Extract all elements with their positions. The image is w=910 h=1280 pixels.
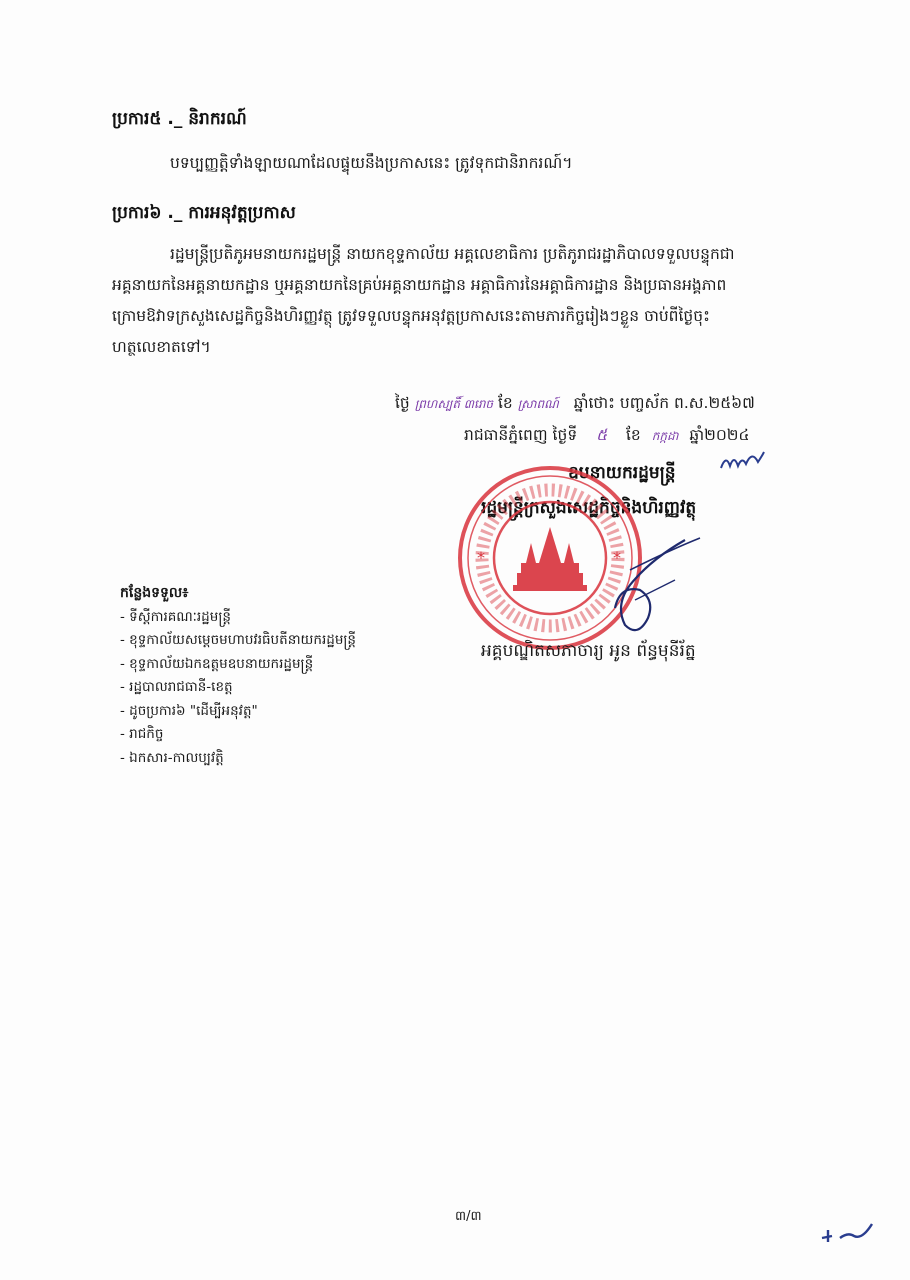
svg-text:*: * <box>477 548 485 567</box>
recipient-item: - ឯកសារ-កាលប្បវត្តិ <box>120 749 224 766</box>
handwritten-signature <box>560 530 710 640</box>
lunar-day-handwritten: ព្រហស្បតិ៍ ៣រោច <box>414 397 494 411</box>
article6-body-line: ហត្ថលេខាតទៅ។ <box>112 338 211 356</box>
svg-text:*: * <box>613 548 621 567</box>
day-handwritten: ៥ <box>596 426 608 444</box>
article6-body <box>112 239 802 363</box>
article5-body <box>112 148 802 179</box>
recipient-item: - ដូចប្រការ៦ "ដើម្បីអនុវត្ត" <box>120 702 258 719</box>
year: ឆ្នាំ២០២៤ <box>689 426 750 444</box>
article5-heading: ប្រការ៥ ._ និរាករណ៍ <box>112 109 247 129</box>
recipient-item: - រាជកិច្ច <box>120 726 164 742</box>
lunar-prefix: ថ្ងៃ <box>395 394 410 412</box>
initial-mark <box>718 448 766 476</box>
article6-body-line: រដ្ឋមន្ត្រីប្រតិភូអមនាយករដ្ឋមន្ត្រី នាយកខុទ្ទកាល័យ អគ្គលេខាធិការ ប្រតិភូរាជរដ្ឋាភិបាលទទួលបន្ទុកជា <box>170 245 735 263</box>
lunar-month-label: ខែ <box>498 394 513 412</box>
signer-name: អគ្គបណ្ឌិតសភាចារ្យ អូន ព័ន្ធមុនីរ័ត្ន <box>481 641 696 661</box>
lunar-year: ឆ្នាំថោះ បញ្ចស័ក ព.ស.២៥៦៧ <box>573 394 755 412</box>
month-label: ខែ <box>626 426 641 444</box>
signer-title-minister: រដ្ឋមន្ត្រីក្រសួងសេដ្ឋកិច្ចនិងហិរញ្ញវត្ថុ <box>481 498 697 518</box>
article6-body-line: អគ្គនាយកនៃអគ្គនាយកដ្ឋាន ឬអគ្គនាយកនៃគ្រប់អគ្គនាយកដ្ឋាន អគ្គាធិការនៃអគ្គាធិការដ្ឋាន និងប្រធានអង្គភាព <box>112 276 727 294</box>
recipients-list <box>120 582 356 770</box>
place-prefix: រាជធានីភ្នំពេញ ថ្ងៃទី <box>464 426 578 444</box>
recipients-title: កន្លែងទទួល៖ <box>120 585 189 601</box>
recipient-item: - រដ្ឋបាលរាជធានី-ខេត្ត <box>120 679 233 695</box>
corner-initial-mark <box>818 1218 878 1248</box>
month-handwritten: កក្កដា <box>651 429 679 443</box>
recipient-item: - ទីស្តីការគណៈរដ្ឋមន្ត្រី <box>120 608 231 625</box>
recipient-item: - ខុទ្ទកាល័យឯកឧត្តមឧបនាយករដ្ឋមន្ត្រី <box>120 655 314 672</box>
article6-heading: ប្រការ៦ ._ ការអនុវត្តប្រកាស <box>112 203 296 223</box>
lunar-date-line <box>395 393 755 416</box>
lunar-month-handwritten: ស្រាពណ៍ <box>517 397 559 411</box>
recipient-item: - ខុទ្ទកាល័យសម្តេចមហាបវរធិបតីនាយករដ្ឋមន្ត្រី <box>120 632 356 648</box>
article5-body-line: បទប្បញ្ញត្តិទាំងឡាយណាដែលផ្ទុយនឹងប្រកាសនេះ ត្រូវទុកជានិរាករណ៍។ <box>170 154 573 172</box>
gregorian-date-line <box>464 425 750 448</box>
article6-body-line: ក្រោមឱវាទក្រសួងសេដ្ឋកិច្ចនិងហិរញ្ញវត្ថុ ត្រូវទទួលបន្ទុកអនុវត្តប្រកាសនេះតាមភារកិច្ចរៀងៗខ្លួន ចាប់ពីថ្ងៃចុះ <box>112 307 710 325</box>
page-number: ៣/៣ <box>455 1209 482 1224</box>
signer-title-deputy-pm: ឧបនាយករដ្ឋមន្ត្រី <box>568 463 676 483</box>
